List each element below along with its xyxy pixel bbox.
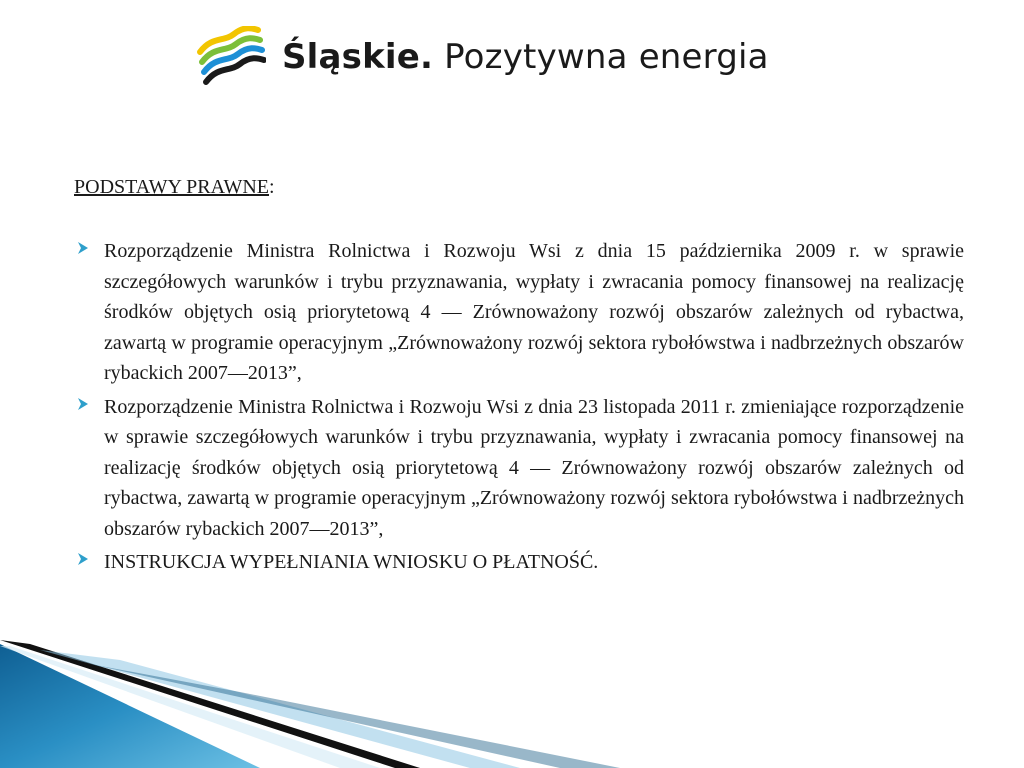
list-item-text: INSTRUKCJA WYPEŁNIANIA WNIOSKU O PŁATNOŚĆ. bbox=[104, 551, 599, 573]
list-item-text: Rozporządzenie Ministra Rolnictwa i Rozwoju Wsi z dnia 23 listopada 2011 r. zmieniające rozporządzenie w sprawie szczegółowych warunków i trybu przyznawania, wypłaty i zwracania pomocy finansowej na realizację środków objętych osią priorytetową 4 — Zrównoważony rozwój obszarów zależnych od rybactwa, zawartą w programie operacyjnym „Zrównoważony rozwój sektora rybołówstwa i nadbrzeżnych obszarów rybackich 2007—2013”, bbox=[104, 395, 964, 540]
logo-wordmark-tagline: Pozytywna energia bbox=[433, 37, 769, 77]
list-item bbox=[74, 392, 964, 545]
section-heading-text: PODSTAWY PRAWNE bbox=[74, 176, 270, 198]
header-logo bbox=[196, 26, 769, 88]
logo-wordmark-bold: Śląskie. bbox=[282, 37, 434, 77]
legal-basis-list bbox=[74, 236, 964, 578]
list-item bbox=[74, 236, 964, 389]
arrow-bullet-icon bbox=[76, 552, 90, 566]
slaskie-logo-icon bbox=[196, 26, 266, 86]
arrow-bullet-icon bbox=[76, 397, 90, 411]
logo-wordmark bbox=[282, 36, 769, 78]
section-heading bbox=[74, 172, 964, 202]
slide-content bbox=[74, 172, 964, 581]
list-item-text: Rozporządzenie Ministra Rolnictwa i Rozwoju Wsi z dnia 15 października 2009 r. w sprawie szczegółowych warunków i trybu przyznawania, wypłaty i zwracania pomocy finansowej na realizację środków objętych osią priorytetową 4 — Zrównoważony rozwój obszarów zależnych od rybactwa, zawartą w programie operacyjnym „Zrównoważony rozwój sektora rybołówstwa i nadbrzeżnych obszarów rybackich 2007—2013”, bbox=[104, 240, 964, 384]
list-item bbox=[74, 547, 964, 578]
arrow-bullet-icon bbox=[76, 241, 90, 255]
section-heading-colon: : bbox=[269, 176, 275, 198]
decorative-corner-stripes bbox=[0, 640, 1024, 768]
